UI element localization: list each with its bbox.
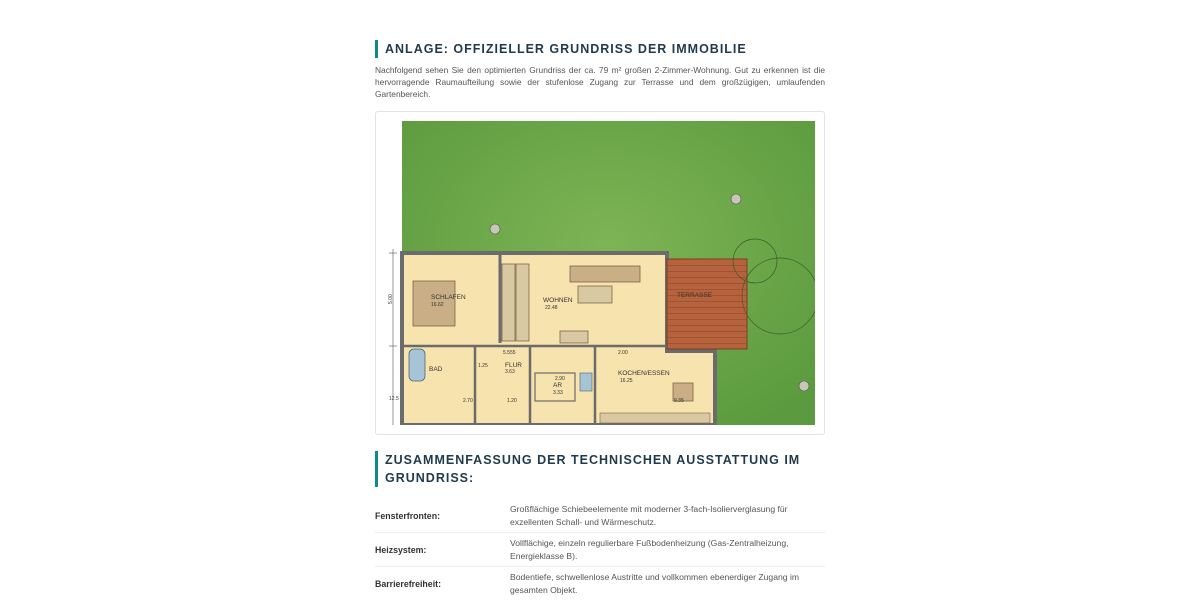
spec-value: Bodentiefe, schwellenlose Austritte und vollkommen ebenerdiger Zugang im gesamten Objekt. xyxy=(510,572,800,595)
room-area-kochen: 16.25 xyxy=(620,378,633,384)
dim-label-7: 12.5 xyxy=(389,396,399,402)
dim-label-10: 9.35 xyxy=(674,398,684,404)
table-row xyxy=(375,533,825,567)
room-label-bad: BAD xyxy=(429,366,443,373)
main-content xyxy=(375,40,825,600)
spec-value: Vollflächige, einzeln regulierbare Fußbodenheizung (Gas-Zentralheizung, Energieklasse B). xyxy=(510,538,789,561)
dim-label-2: 2.00 xyxy=(618,350,628,356)
room-area-wohnen: 22.48 xyxy=(545,305,558,311)
terrace-deck xyxy=(667,259,747,349)
room-area-schlafen: 16.62 xyxy=(431,302,444,308)
dim-flur: 3.63 xyxy=(505,369,515,375)
spec-label: Fensterfronten: xyxy=(375,510,441,521)
spec-label: Heizsystem: xyxy=(375,544,427,555)
floorplan-section-title: ANLAGE: OFFIZIELLER GRUNDRISS DER IMMOBILIE xyxy=(375,40,825,58)
floorplan-image-frame xyxy=(375,111,825,435)
dim-label-4: 2.90 xyxy=(555,376,565,382)
table-row xyxy=(375,567,825,600)
dim-label-left: 5.00 xyxy=(388,294,394,304)
dim-label-6: 1.20 xyxy=(507,398,517,404)
equipment-section-title: ZUSAMMENFASSUNG DER TECHNISCHEN AUSSTATTUNG IM GRUNDRISS: xyxy=(375,451,825,487)
room-label-kochen: KOCHEN/ESSEN xyxy=(618,370,670,377)
room-label-flur: FLUR xyxy=(505,362,522,369)
spec-label: Barrierefreiheit: xyxy=(375,578,442,589)
dim-label-3: 1.25 xyxy=(478,363,488,369)
bathtub xyxy=(409,349,425,381)
terrace-label: TERRASSE xyxy=(677,292,713,299)
floorplan-intro-text: Nachfolgend sehen Sie den optimierten Grundriss der ca. 79 m² großen 2-Zimmer-Wohnung. Gut zu erkennen ist die hervorragende Raumaufteilung sowie der stufenlose Zugang zur Terrasse und dem großzügigen, umlaufenden Gartenbereich. xyxy=(375,65,825,99)
room-label-ar: AR xyxy=(553,382,563,389)
specs-table xyxy=(375,499,825,600)
room-label-wohnen: WOHNEN xyxy=(543,297,573,304)
spec-value: Großflächige Schiebeelemente mit moderner 3-fach-Isolierverglasung für exzellenten Schall- und Wärmeschutz. xyxy=(510,504,788,527)
dim-label-1: 5.555 xyxy=(503,350,516,356)
dim-label-5: 2.70 xyxy=(463,398,473,404)
room-label-schlafen: SCHLAFEN xyxy=(431,294,466,301)
sofa xyxy=(570,266,640,282)
dim-ar: 3.33 xyxy=(553,390,563,396)
table-row xyxy=(375,499,825,533)
floorplan-drawing xyxy=(385,121,815,425)
